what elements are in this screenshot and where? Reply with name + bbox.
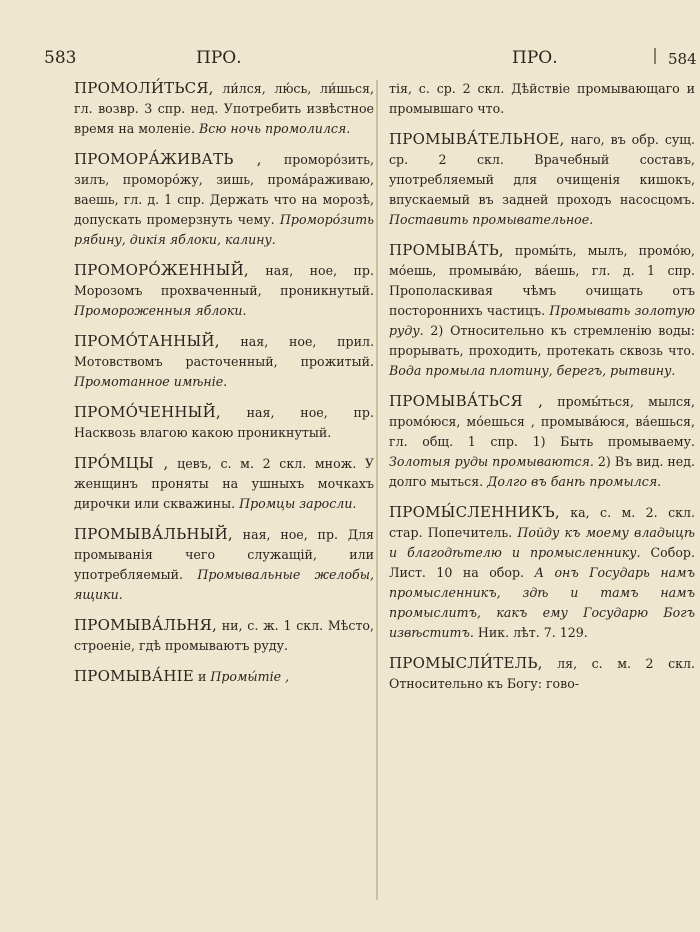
definition: ли́лся, лю́сь, ли́шься, гл. возвр. 3 спр. нед. Употребить извѣстное время на моленіе. <box>74 81 374 136</box>
headword: ПРОМО́ЧЕННЫЙ, <box>74 403 221 421</box>
example: Проморо́зить рябину, дикія яблоки, калину. <box>74 212 374 247</box>
dictionary-entry <box>74 260 374 321</box>
headword: ПРОМОРА́ЖИВАТЬ , <box>74 150 262 168</box>
definition: тія, с. ср. 2 скл. Дѣйствіе промывающаго и промывшаго что. <box>389 81 695 116</box>
definition: промы́ться, мылся, промо́юся, мо́ешься , промыва́юся, ва́ешься, гл. общ. 1 спр. 1) Быть промываему. <box>389 394 696 449</box>
definition: ни, с. ж. 1 скл. Мѣсто, строеніе, гдѣ промываютъ руду. <box>74 618 374 653</box>
left-column <box>74 78 374 697</box>
dictionary-entry <box>389 502 695 643</box>
headword: ПРОМЫ́СЛЕННИКЪ, <box>389 503 560 521</box>
definition: проморо́зить, зилъ, проморо́жу, зишь, прома́раживаю, ваешь, гл. д. 1 спр. Держать что на морозѣ, допускать промерзнуть чему. <box>74 152 375 227</box>
page-number-left: 583 <box>44 48 77 68</box>
definition: наго, въ обр. сущ. ср. 2 скл. Врачебный составъ, употребляемый для очищенія кишокъ, впускаемый въ задней проходъ насосцомъ. <box>389 132 695 207</box>
dictionary-entry <box>74 453 374 514</box>
example: Поставить промывательное. <box>389 212 594 227</box>
definition: ная, ное, прил. Мотовствомъ расточенный, прожитый. <box>74 334 374 369</box>
headword: ПРО́МЦЫ , <box>74 454 169 472</box>
right-column <box>389 78 695 704</box>
definition: ная, ное, пр. Насквозь влагою какою проникнутый. <box>74 405 374 440</box>
dictionary-entry <box>389 653 695 694</box>
column-divider <box>376 80 378 900</box>
definition: и <box>193 669 211 684</box>
dictionary-entry <box>74 331 374 392</box>
dictionary-entry <box>74 524 374 605</box>
page-number-right: 584 <box>668 50 697 68</box>
dictionary-entry <box>74 402 374 443</box>
example: Промывать золотую руду. <box>389 303 695 338</box>
definition: Ник. лѣт. 7. 129. <box>477 625 588 640</box>
definition: Собор. Лист. 10 на обор. <box>389 545 695 580</box>
running-head-right: ПРО. <box>512 48 558 68</box>
headword: ПРОМОРО́ЖЕННЫЙ, <box>74 261 249 279</box>
headword: ПРОМОЛИ́ТЬСЯ, <box>74 79 214 97</box>
definition: ная, ное, пр. Для промыванія чего служащій, или употребляемый. <box>74 527 374 582</box>
example: Долго въ банѣ промылся. <box>487 474 662 489</box>
example: Всю ночь промолился. <box>198 121 351 136</box>
dictionary-entry <box>389 78 695 119</box>
headword: ПРОМЫВА́НІЕ <box>74 667 194 685</box>
dictionary-entry <box>74 78 374 139</box>
page-header <box>0 42 700 72</box>
headword: ПРОМЫВА́ТЬ, <box>389 241 504 259</box>
dictionary-entry <box>74 149 374 250</box>
headword: ПРОМЫВА́ЛЬНЫЙ, <box>74 525 233 543</box>
definition: 2) Въ вид. нед. долго мыться. <box>389 454 695 489</box>
dictionary-entry <box>389 129 695 230</box>
example: Промцы заросли. <box>239 496 357 511</box>
headword: ПРОМЫВА́ТЕЛЬНОЕ, <box>389 130 565 148</box>
example: Промороженныя яблоки. <box>74 303 247 318</box>
definition: ная, ное, пр. Морозомъ прохваченный, проникнутый. <box>74 263 374 298</box>
headword: ПРОМЫВА́ЛЬНЯ, <box>74 616 217 634</box>
definition: ка, с. м. 2. скл. стар. Попечитель. <box>389 505 695 540</box>
example: Золотыя руды промываются. <box>389 454 594 469</box>
headword: ПРОМО́ТАННЫЙ, <box>74 332 220 350</box>
dictionary-entry <box>389 240 695 381</box>
headword: ПРОМЫВА́ТЬСЯ , <box>389 392 544 410</box>
example: Промывальные желобы, ящики. <box>74 567 374 602</box>
example: Промотанное имѣніе. <box>74 374 228 389</box>
example: Промы́тіе , <box>210 669 290 684</box>
example: Вода промыла плотину, берегъ, рытвину. <box>389 363 676 378</box>
example: А онъ Государь намъ промысленникъ, здѣ и тамъ намъ промыслитъ, какъ ему Государю Богъ извѣститъ. <box>389 565 695 640</box>
definition: цевъ, с. м. 2 скл. множ. У женщинъ проняты на ушныхъ мочкахъ дирочки или скважины. <box>74 456 374 511</box>
example: Пойду къ моему владыцѣ и благодѣтелю и промысленнику. <box>389 525 696 560</box>
dictionary-entry <box>389 391 695 492</box>
headword: ПРОМЫСЛИ́ТЕЛЬ, <box>389 654 543 672</box>
definition: ля, с. м. 2 скл. Относительно къ Богу: гово- <box>389 656 695 691</box>
running-head-left: ПРО. <box>196 48 242 68</box>
definition: промы́ть, мылъ, промо́ю, мо́ешь, промыва́ю, ва́ешь, гл. д. 1 спр. Прополаскивая чѣмъ очищать отъ постороннихъ частицъ. <box>389 243 695 318</box>
dictionary-entry <box>74 615 374 656</box>
dictionary-entry <box>74 666 374 687</box>
margin-mark <box>654 48 656 64</box>
definition: 2) Относительно къ стремленію воды: прорывать, проходить, протекать сквозь что. <box>389 323 695 358</box>
